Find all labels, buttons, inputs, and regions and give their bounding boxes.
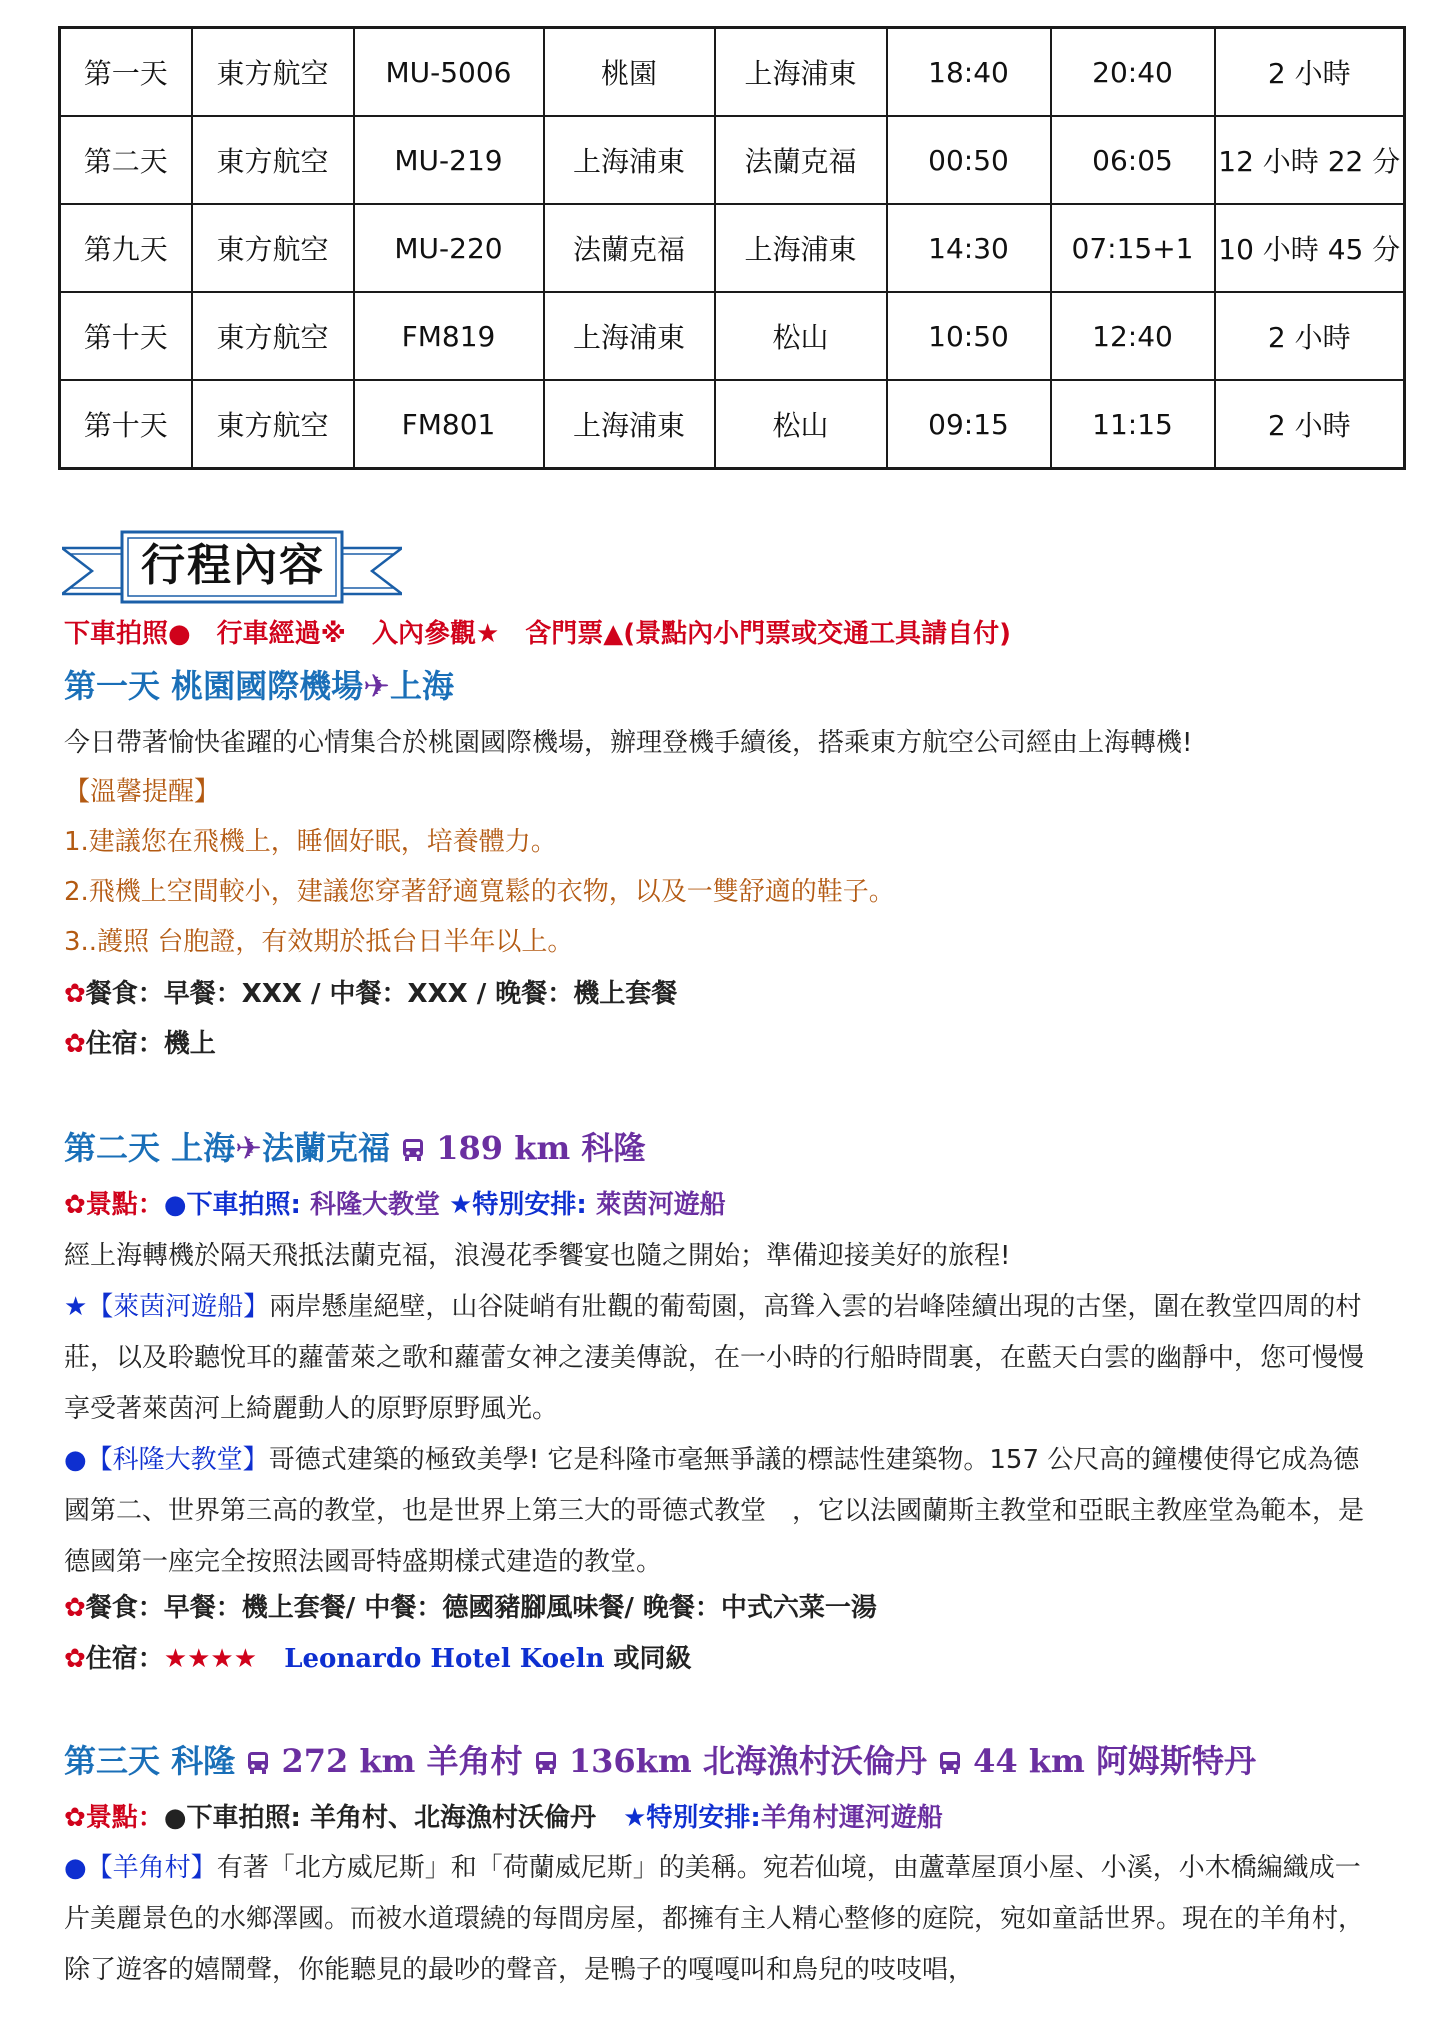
day1-reminder-2: 2.飛機上空間較小，建議您穿著舒適寬鬆的衣物，以及一雙舒適的鞋子。 — [64, 877, 895, 907]
day3-distance-1: 272 km — [281, 1742, 416, 1780]
day3-photo-spot: 羊角村、北海漁村沃倫丹 — [309, 1803, 596, 1833]
flight-cell-flight: MU-219 — [354, 116, 544, 204]
flight-cell-arrive: 12:40 — [1051, 292, 1215, 380]
flight-row — [60, 380, 1405, 469]
day2-hotel-stars: ★★★★ — [163, 1644, 258, 1674]
day2-hotel — [64, 1641, 692, 1677]
flight-cell-airline: 東方航空 — [192, 204, 354, 292]
flight-cell-depart: 10:50 — [887, 292, 1051, 380]
day3-spots — [64, 1800, 943, 1836]
flight-cell-duration: 2 小時 — [1215, 28, 1405, 117]
flower-icon: ✿ — [64, 1593, 86, 1623]
banner-title: 行程內容 — [141, 540, 325, 591]
day3-giethoorn-text: 有著「北方威尼斯」和「荷蘭威尼斯」的美稱。宛若仙境，由蘆葦屋頂小屋、小溪，小木橋編織成一片美麗景色的水鄉澤國。而被水道環繞的每間房屋，都擁有主人精心整修的庭院，宛如童話世界。現在的羊角村，除了遊客的嬉鬧聲，你能聽見的最吵的聲音，是鴨子的嘎嘎叫和鳥兒的吱吱唱， — [64, 1853, 1365, 1985]
day3-giethoorn-paragraph — [64, 1843, 1364, 1996]
day2-photo-spot: 科隆大教堂 — [309, 1190, 440, 1220]
flight-cell-airline: 東方航空 — [192, 116, 354, 204]
flower-icon: ✿ — [64, 1190, 86, 1220]
day2-rhine-paragraph — [64, 1282, 1364, 1435]
day3-distance-2: 136km — [568, 1742, 692, 1780]
flight-cell-to: 上海浦東 — [715, 28, 887, 117]
day1-hotel-text: 住宿：機上 — [85, 1029, 216, 1059]
flight-cell-day: 第一天 — [60, 28, 192, 117]
bus-icon — [938, 1750, 962, 1776]
flight-cell-to: 法蘭克福 — [715, 116, 887, 204]
flight-cell-airline: 東方航空 — [192, 292, 354, 380]
day2-special-spot: 萊茵河遊船 — [595, 1190, 726, 1220]
flight-cell-day: 第九天 — [60, 204, 192, 292]
day2-special-label: ★特別安排: — [449, 1190, 596, 1220]
flight-cell-to: 松山 — [715, 380, 887, 469]
day2-spots-label: 景點： — [85, 1190, 164, 1220]
day2-cathedral-title: ●【科隆大教堂】 — [64, 1445, 269, 1475]
flight-cell-duration: 2 小時 — [1215, 292, 1405, 380]
flight-cell-day: 第二天 — [60, 116, 192, 204]
flight-cell-depart: 14:30 — [887, 204, 1051, 292]
flower-icon: ✿ — [64, 1029, 86, 1059]
flower-icon: ✿ — [64, 979, 86, 1009]
day1-intro: 今日帶著愉快雀躍的心情集合於桃園國際機場，辦理登機手續後，搭乘東方航空公司經由上海轉機! — [64, 728, 1193, 758]
day3-stop-3: 阿姆斯特丹 — [1095, 1742, 1256, 1780]
plane-icon: ✈ — [235, 1129, 262, 1167]
flight-cell-arrive: 20:40 — [1051, 28, 1215, 117]
day2-cathedral-paragraph — [64, 1435, 1364, 1588]
day2-spots — [64, 1187, 726, 1223]
day1-hotel — [64, 1026, 216, 1062]
day1-title-end: 上海 — [389, 667, 454, 705]
bus-icon — [534, 1750, 558, 1776]
flight-row — [60, 292, 1405, 380]
flight-cell-duration: 2 小時 — [1215, 380, 1405, 469]
flight-cell-airline: 東方航空 — [192, 28, 354, 117]
flight-cell-from: 上海浦東 — [544, 116, 715, 204]
flight-row — [60, 204, 1405, 292]
flower-icon: ✿ — [64, 1803, 86, 1833]
flight-cell-depart: 00:50 — [887, 116, 1051, 204]
day2-hotel-name: Leonardo Hotel Koeln — [284, 1644, 605, 1674]
day3-special-label: ★特別安排: — [623, 1803, 761, 1833]
day3-title — [64, 1739, 1256, 1783]
day2-title — [64, 1126, 645, 1170]
day2-rhine-title: ★【萊茵河遊船】 — [64, 1292, 270, 1322]
day2-title-start: 第二天 上海 — [64, 1129, 236, 1167]
day2-cathedral-text: 哥德式建築的極致美學! 它是科隆市毫無爭議的標誌性建築物。157 公尺高的鐘樓使得它成為德國第二、世界第三高的教堂，也是世界上第三大的哥德式教堂 ，它以法國蘭斯主教堂和亞眠主教座堂為範本，是德國第一座完全按照法國哥特盛期樣式建造的教堂。 — [64, 1445, 1365, 1577]
flight-cell-arrive: 06:05 — [1051, 116, 1215, 204]
flight-cell-day: 第十天 — [60, 292, 192, 380]
flight-cell-flight: FM801 — [354, 380, 544, 469]
day1-reminder-3: 3..護照 台胞證，有效期於抵台日半年以上。 — [64, 927, 574, 957]
day3-giethoorn-title: ●【羊角村】 — [64, 1853, 217, 1883]
day1-meals-text: 餐食：早餐：XXX / 中餐：XXX / 晚餐：機上套餐 — [85, 979, 678, 1009]
day3-special-spot: 羊角村運河遊船 — [760, 1803, 943, 1833]
day1-meals — [64, 976, 677, 1012]
flight-row — [60, 28, 1405, 117]
flight-cell-arrive: 11:15 — [1051, 380, 1215, 469]
flight-cell-airline: 東方航空 — [192, 380, 354, 469]
flight-cell-depart: 18:40 — [887, 28, 1051, 117]
day1-reminder-1: 1.建議您在飛機上，睡個好眠，培養體力。 — [64, 827, 557, 857]
day3-spots-label: 景點： — [85, 1803, 164, 1833]
day2-hotel-label: 住宿： — [85, 1644, 164, 1674]
flower-icon: ✿ — [64, 1644, 86, 1674]
bus-icon — [246, 1750, 270, 1776]
flight-cell-duration: 10 小時 45 分 — [1215, 204, 1405, 292]
day1-title-start: 第一天 桃園國際機場 — [64, 667, 364, 705]
flight-cell-flight: MU-220 — [354, 204, 544, 292]
flight-cell-duration: 12 小時 22 分 — [1215, 116, 1405, 204]
day2-meals-text: 餐食：早餐：機上套餐/ 中餐：德國豬腳風味餐/ 晚餐：中式六菜一湯 — [85, 1593, 877, 1623]
day2-photo-label: ●下車拍照: — [163, 1190, 310, 1220]
flight-cell-day: 第十天 — [60, 380, 192, 469]
day2-title-mid: 法蘭克福 — [261, 1129, 390, 1167]
flight-cell-flight: FM819 — [354, 292, 544, 380]
day3-stop-1: 羊角村 — [426, 1742, 523, 1780]
flight-table — [58, 26, 1406, 470]
day2-intro: 經上海轉機於隔天飛抵法蘭克福，浪漫花季饗宴也隨之開始；準備迎接美好的旅程! — [64, 1241, 1011, 1271]
flight-cell-from: 桃園 — [544, 28, 715, 117]
flight-cell-to: 上海浦東 — [715, 204, 887, 292]
day2-distance: 189 km — [436, 1129, 571, 1167]
day3-photo-label: ●下車拍照: — [163, 1803, 310, 1833]
flight-cell-to: 松山 — [715, 292, 887, 380]
day2-rhine-text: 兩岸懸崖絕壁，山谷陡峭有壯觀的葡萄園，高聳入雲的岩峰陸續出現的古堡，圍在教堂四周的村莊，以及聆聽悅耳的蘿蕾萊之歌和蘿蕾女神之淒美傳說，在一小時的行船時間裏，在藍天白雲的幽靜中，您可慢慢享受著萊茵河上綺麗動人的原野原野風光。 — [64, 1292, 1365, 1424]
day3-distance-3: 44 km — [973, 1742, 1085, 1780]
flight-cell-flight: MU-5006 — [354, 28, 544, 117]
flight-cell-from: 法蘭克福 — [544, 204, 715, 292]
day1-reminder-title: 【溫馨提醒】 — [64, 777, 221, 807]
flight-row — [60, 116, 1405, 204]
flight-cell-from: 上海浦東 — [544, 380, 715, 469]
flight-cell-depart: 09:15 — [887, 380, 1051, 469]
flight-cell-from: 上海浦東 — [544, 292, 715, 380]
day2-title-end: 科隆 — [581, 1129, 646, 1167]
legend: 下車拍照● 行車經過※ 入內參觀★ 含門票▲(景點內小門票或交通工具請自付) — [64, 619, 1012, 649]
day3-title-start: 第三天 科隆 — [64, 1742, 236, 1780]
day1-title — [64, 664, 454, 708]
day3-stop-2: 北海漁村沃倫丹 — [702, 1742, 927, 1780]
day2-meals — [64, 1590, 877, 1626]
flight-cell-arrive: 07:15+1 — [1051, 204, 1215, 292]
plane-icon: ✈ — [363, 667, 390, 705]
day2-hotel-suffix: 或同級 — [613, 1644, 692, 1674]
bus-icon — [401, 1137, 425, 1163]
